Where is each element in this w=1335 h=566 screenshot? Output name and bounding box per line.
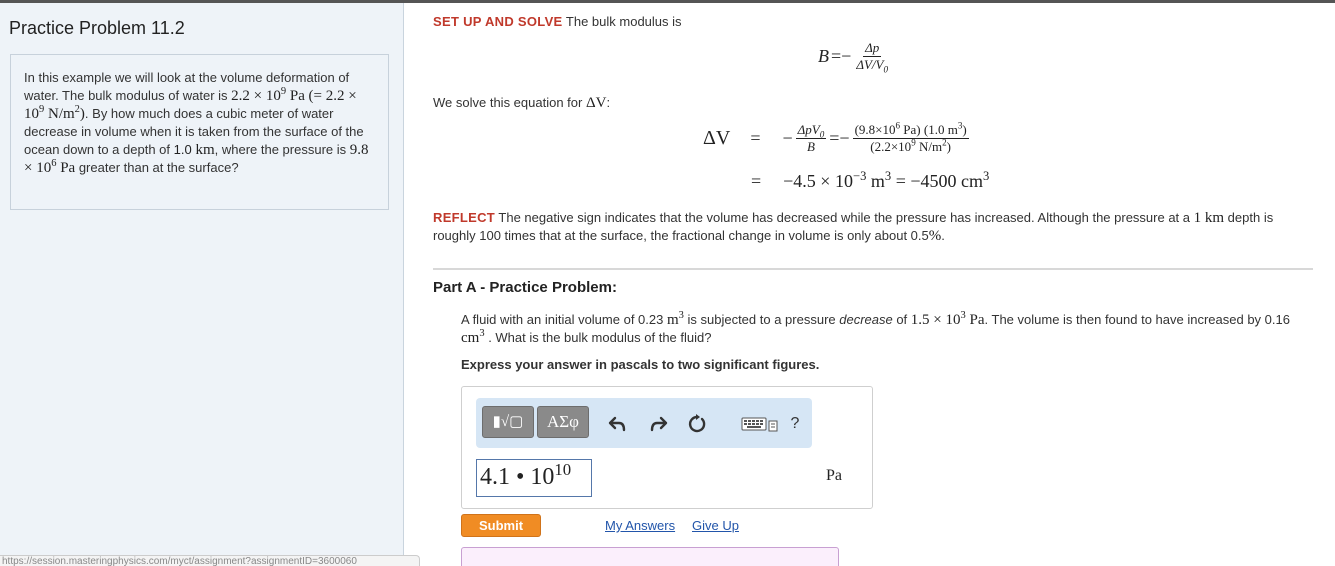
keyboard-icon[interactable] [740,413,780,435]
give-up-link[interactable]: Give Up [692,518,739,533]
problem-text-4: greater than at the surface? [75,160,239,175]
problem-text-2: . By how much does a cubic meter of water decrease in volume when it is taken from the surface of the ocean down to a depth of [24,106,364,157]
symbols-button[interactable]: ΑΣφ [537,406,589,438]
solution-area [433,0,1313,566]
feedback-box [461,547,839,566]
math-toolbar [476,398,812,448]
problem-math-1: $2.2 \times 10^9$ Pa [231,86,305,104]
problem-text-3: , where the pressure is [214,142,350,157]
status-bar-url: https://session.masteringphysics.com/myct/assignment?assignmentID=3600060 [0,555,420,566]
problem-math-2: (= $2.2 \times 10^9$ $N/m^2$) [24,88,357,122]
answer-box [461,386,873,509]
problem-text-1: In this example we will look at the volume deformation of water. The bulk modulus of water is [24,70,350,103]
bulk-modulus-equation: B =− $\frac{\Delta p}{\Delta V/V_0}$ [818,40,888,75]
reset-icon[interactable] [686,413,708,435]
help-button[interactable]: ? [790,415,800,432]
answer-instructions: Express your answer in pascals to two significant figures. [461,357,820,372]
problem-depth: 1.0 km [173,142,215,158]
undo-icon[interactable] [606,413,628,435]
submit-button[interactable]: Submit [461,514,541,537]
setup-label: SET UP AND SOLVE [433,14,563,29]
problem-sidebar [0,3,404,566]
templates-button[interactable]: ▮√▢ [482,406,534,438]
section-divider [433,268,1313,270]
problem-title: Practice Problem 11.2 [9,18,185,38]
my-answers-link[interactable]: My Answers [605,518,676,533]
problem-math-3: $9.8 \times 10^6$ Pa [24,142,369,176]
answer-unit: Pa [826,467,842,484]
delta-v-equation: ΔV = − $\frac{\Delta pV_0}{B}$ =− $\frac{(9.8\times 10^6 Pa) (1.0 m^3)}{(2.2\times 10^9 N/m^2)}$ [703,120,967,154]
delta-v-result: = $-4.5 \times 10^{-3}$ $m^3 = -4500$ $cm^3$ [751,169,990,191]
part-a-title: Part A - Practice Problem: [433,279,617,296]
setup-text: SET UP AND SOLVE The bulk modulus is [433,14,682,29]
answer-input[interactable]: 4.1 • $10^{10}$ [476,459,592,497]
reflect-text: REFLECT The negative sign indicates that the volume has decreased while the pressure has increased. Although the pressure at a 1 km depth is roughly 100 times that at the surface, the fractional change in volume is only about 0.5%. [433,210,1274,244]
solve-text: We solve this equation for ΔV: [433,95,611,111]
redo-icon[interactable] [648,413,670,435]
problem-statement [10,54,389,210]
part-a-question: A fluid with an initial volume of 0.23 $m^3$ is subjected to a pressure decrease of $1.5 \times 10^3$ Pa. The volume is then found to have increased by 0.16 $cm^3$ . What is the bulk modulus of the fluid? [461,310,1290,346]
